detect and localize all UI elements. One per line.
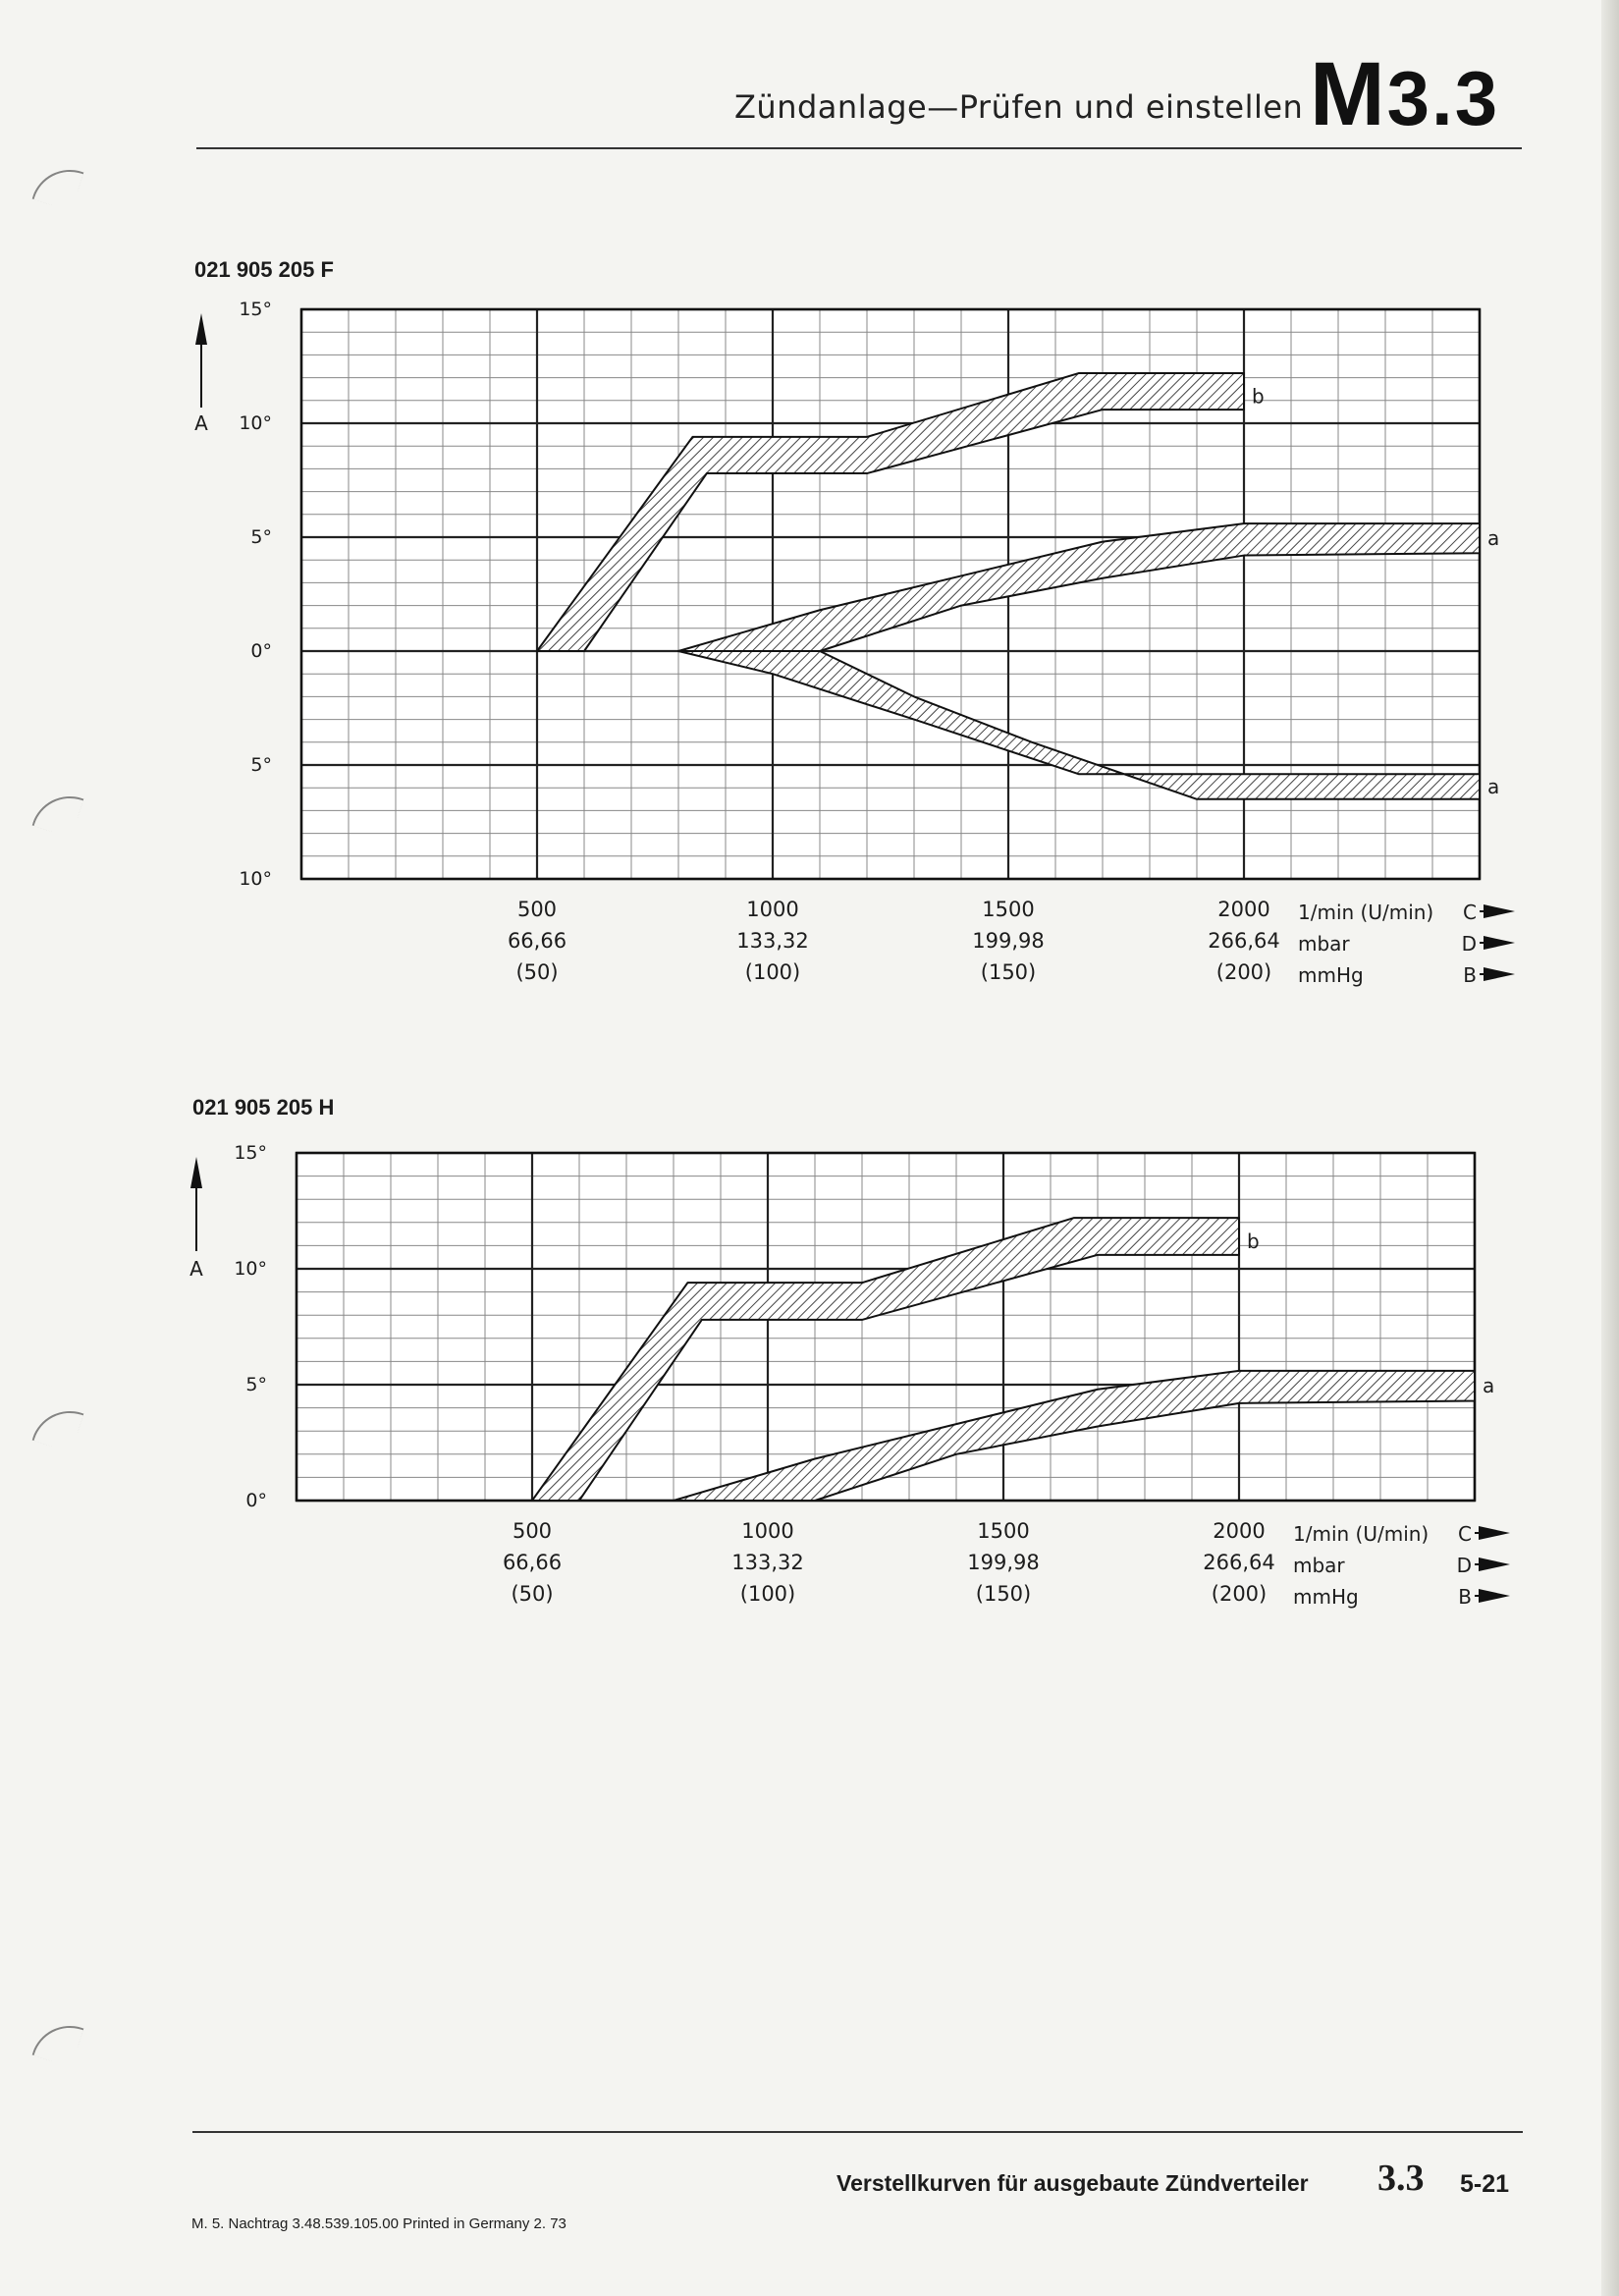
y-tick-label: 10° xyxy=(234,1258,267,1280)
x-axis-unit: mbar xyxy=(1293,1554,1345,1577)
curve-label-a: a xyxy=(1483,1374,1495,1398)
curve-label-a: a xyxy=(1487,775,1500,799)
x-axis-key-arrowhead xyxy=(1479,1558,1510,1571)
x-tick-label: (100) xyxy=(739,1582,796,1606)
x-axis-key: D xyxy=(1456,1554,1472,1577)
y-tick-label: 0° xyxy=(250,640,272,662)
x-axis-key: B xyxy=(1458,1585,1472,1609)
y-tick-label: 15° xyxy=(239,299,272,320)
binder-hole-mark xyxy=(32,2016,84,2068)
x-tick-label: 1000 xyxy=(746,898,799,921)
x-tick-label: 266,64 xyxy=(1203,1551,1275,1574)
x-axis-key: D xyxy=(1461,932,1477,956)
y-tick-label: 10° xyxy=(239,412,272,434)
x-axis-key: C xyxy=(1463,901,1477,924)
y-tick-label: 0° xyxy=(245,1490,267,1511)
x-tick-label: (50) xyxy=(511,1582,554,1606)
x-tick-label: 1000 xyxy=(741,1519,794,1543)
footer-title: Verstellkurven für ausgebaute Zündverteiler xyxy=(836,2170,1309,2196)
x-axis-key-arrowhead xyxy=(1479,1526,1510,1540)
x-tick-label: 266,64 xyxy=(1208,929,1280,953)
x-tick-label: 66,66 xyxy=(507,929,567,953)
chart-1-part-number: 021 905 205 F xyxy=(194,257,334,282)
y-tick-label: 5° xyxy=(245,1374,267,1395)
curve-label-a: a xyxy=(1487,526,1500,551)
footer-page-number: 5-21 xyxy=(1460,2170,1510,2198)
x-axis-key-arrowhead xyxy=(1484,936,1515,950)
x-axis-unit: mmHg xyxy=(1293,1585,1359,1609)
y-tick-label: 5° xyxy=(250,526,272,548)
x-axis-unit: 1/min (U/min) xyxy=(1293,1522,1430,1546)
section-code: M3.3 xyxy=(1310,44,1500,144)
y-axis-arrow-head xyxy=(190,1157,202,1188)
x-axis-unit: mbar xyxy=(1298,932,1350,956)
footer-section: 3.3 xyxy=(1377,2158,1425,2199)
x-tick-label: 1500 xyxy=(982,898,1035,921)
x-tick-label: 2000 xyxy=(1217,898,1270,921)
x-axis-key-arrowhead xyxy=(1484,967,1515,981)
curve-label-b: b xyxy=(1252,384,1265,409)
x-axis-key-arrowhead xyxy=(1479,1589,1510,1603)
x-tick-label: (150) xyxy=(975,1582,1032,1606)
y-axis-label: A xyxy=(194,411,208,435)
x-tick-label: 199,98 xyxy=(967,1551,1040,1574)
imprint-line: M. 5. Nachtrag 3.48.539.105.00 Printed in Germany 2. 73 xyxy=(191,2215,567,2232)
y-tick-label: 5° xyxy=(250,754,272,776)
chart-2 xyxy=(0,1124,1619,1694)
binder-hole-mark xyxy=(32,160,84,212)
x-axis-unit: mmHg xyxy=(1298,963,1364,987)
x-tick-label: (100) xyxy=(744,960,801,984)
x-tick-label: 1500 xyxy=(977,1519,1030,1543)
x-tick-label: 66,66 xyxy=(502,1551,563,1574)
x-axis-key-arrowhead xyxy=(1484,904,1515,918)
x-tick-label: 500 xyxy=(512,1519,553,1543)
x-axis-unit: 1/min (U/min) xyxy=(1298,901,1434,924)
x-tick-label: 500 xyxy=(516,898,558,921)
x-tick-label: 133,32 xyxy=(731,1551,804,1574)
x-tick-label: (200) xyxy=(1215,960,1272,984)
y-axis-label: A xyxy=(189,1257,203,1281)
x-axis-key: B xyxy=(1463,963,1477,987)
x-tick-label: (150) xyxy=(980,960,1037,984)
x-tick-label: 2000 xyxy=(1213,1519,1266,1543)
y-tick-label: 10° xyxy=(239,868,272,890)
y-axis-arrow-head xyxy=(195,313,207,345)
x-tick-label: 133,32 xyxy=(736,929,809,953)
x-tick-label: (200) xyxy=(1211,1582,1268,1606)
chart-1 xyxy=(0,285,1619,1031)
page-title: Zündanlage—Prüfen und einstellen xyxy=(734,88,1304,126)
x-tick-label: (50) xyxy=(515,960,559,984)
x-axis-key: C xyxy=(1458,1522,1472,1546)
chart-2-part-number: 021 905 205 H xyxy=(192,1095,335,1120)
header-rule xyxy=(196,147,1522,149)
footer-rule xyxy=(192,2131,1523,2133)
curve-label-b: b xyxy=(1247,1229,1260,1253)
y-tick-label: 15° xyxy=(234,1142,267,1164)
x-tick-label: 199,98 xyxy=(972,929,1045,953)
